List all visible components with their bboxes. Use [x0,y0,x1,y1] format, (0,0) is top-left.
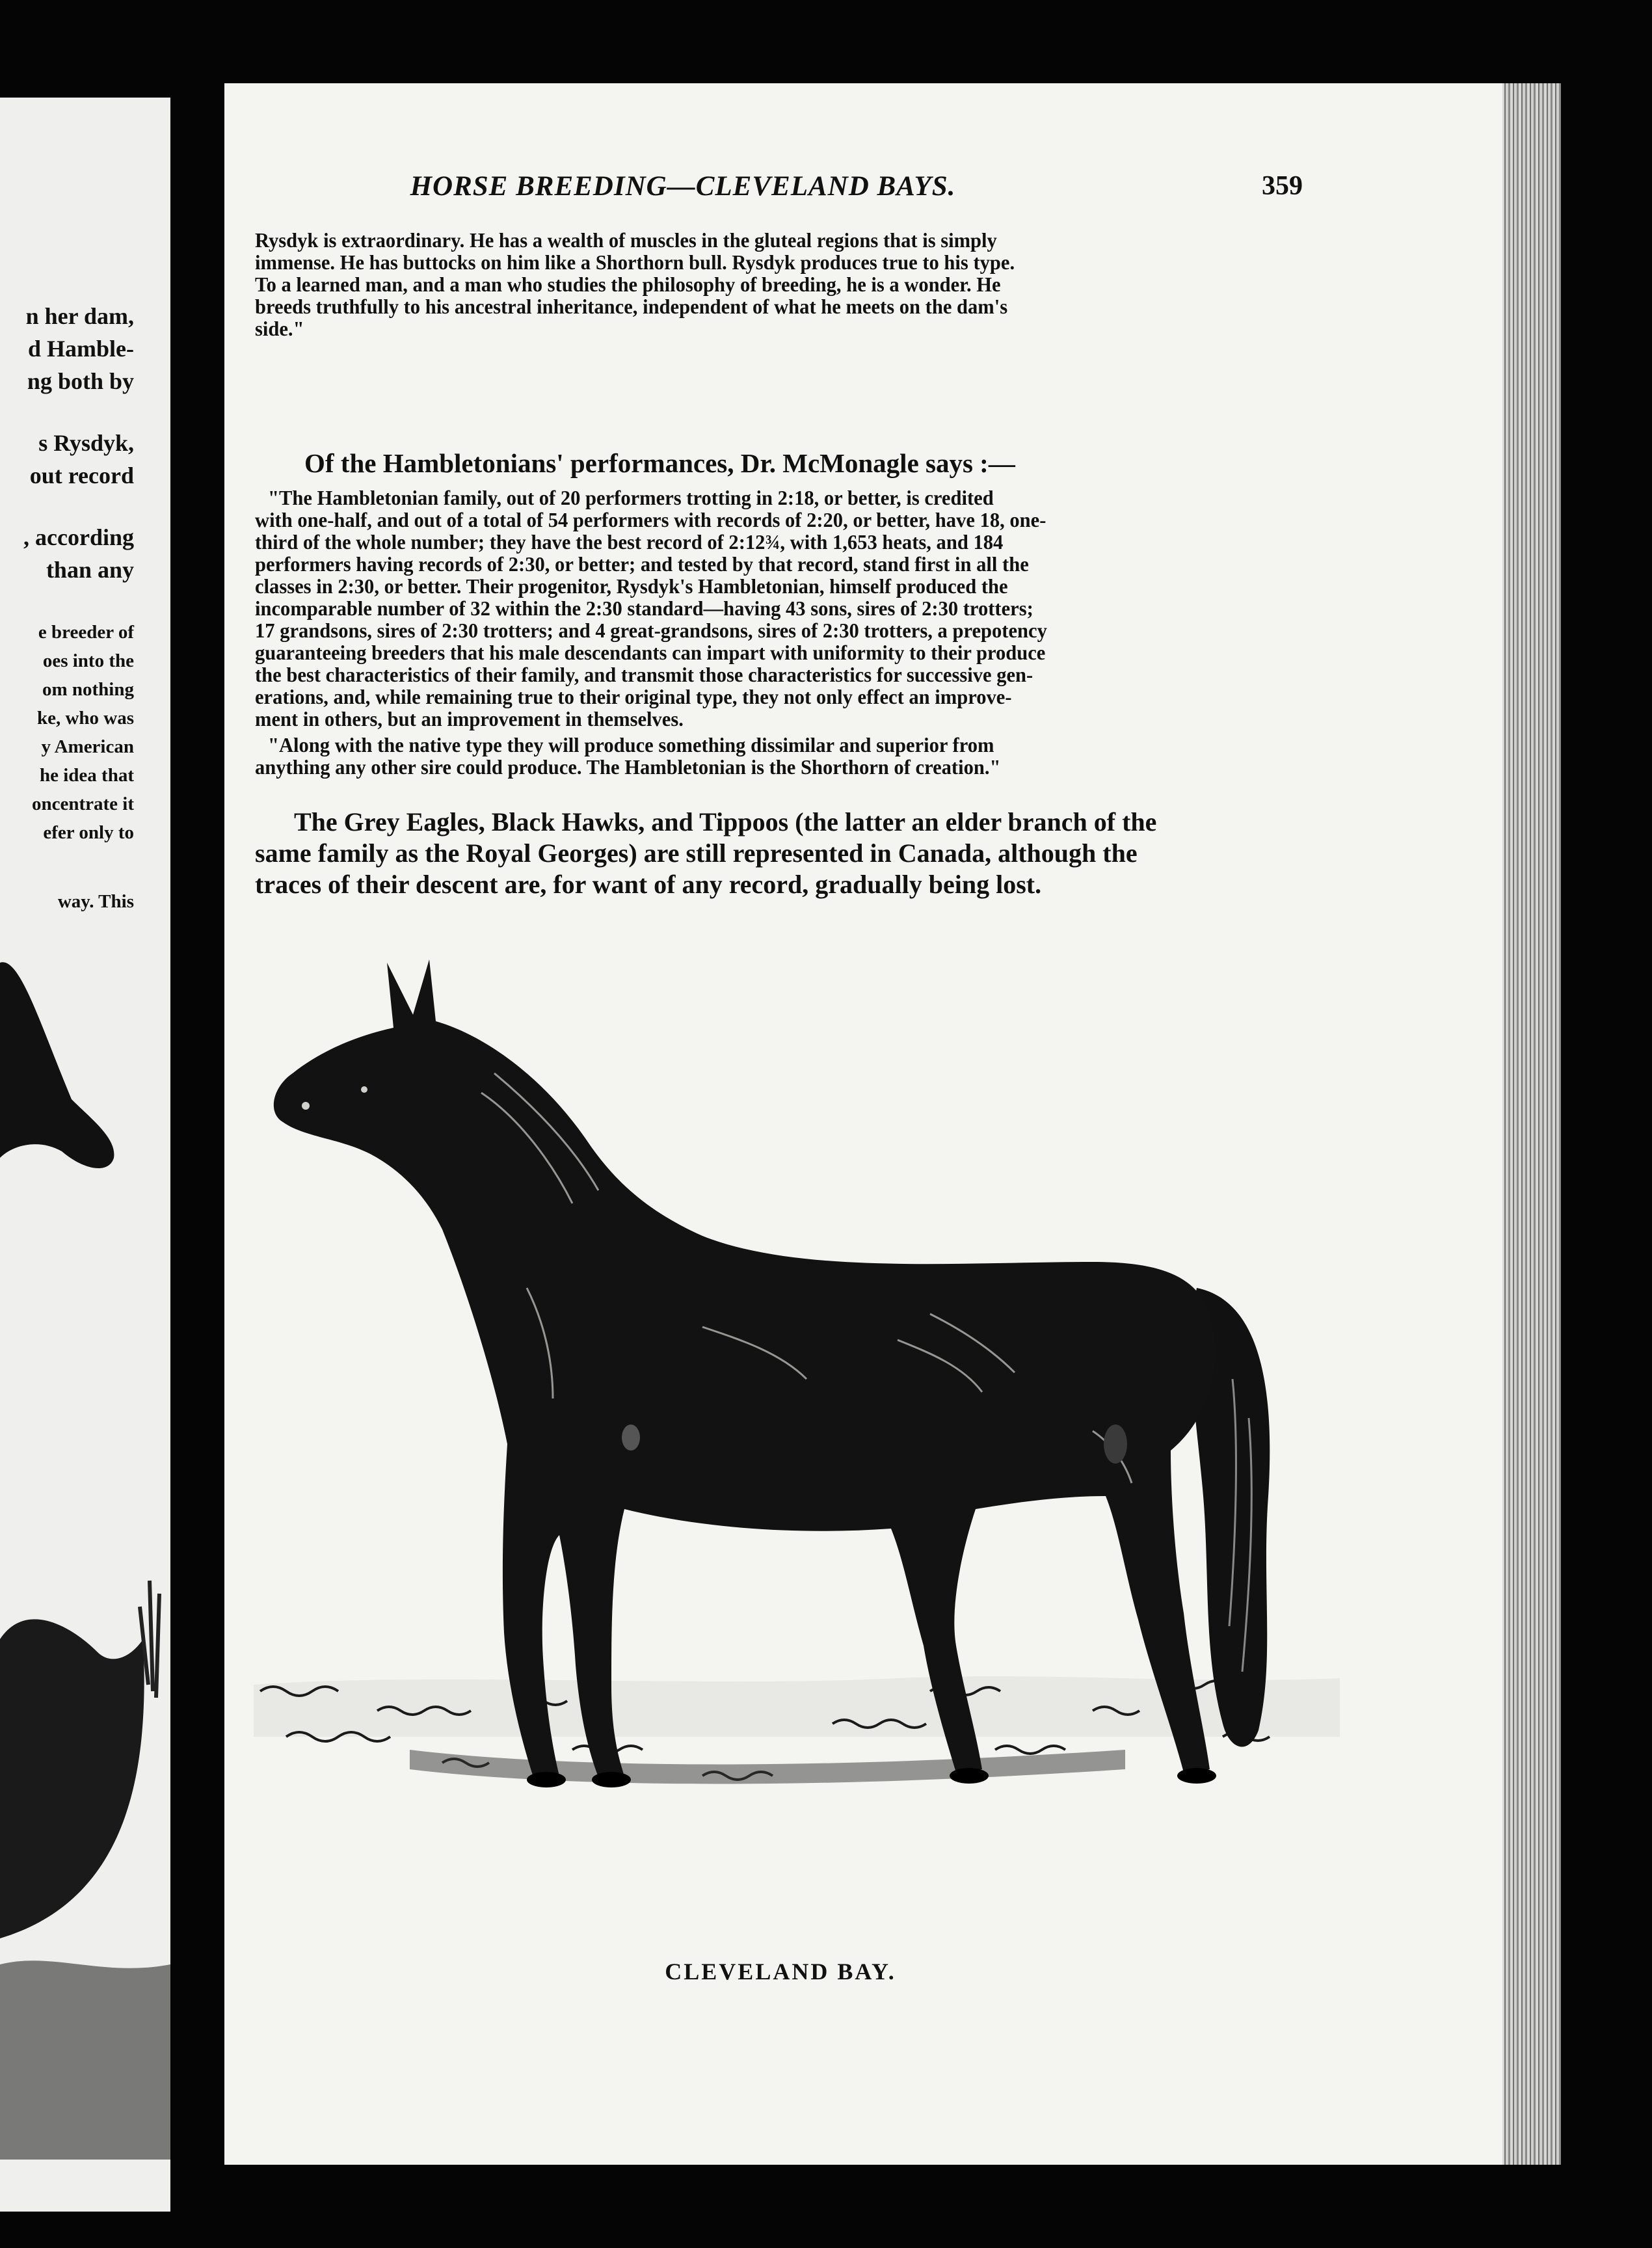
text-line: To a learned man, and a man who studies the philosophy of breeding, he is a wonder. He [255,273,1001,296]
quote-line: guaranteeing breeders that his male descendants can impart with uniformity to their produce [255,641,1046,664]
figure-caption: CLEVELAND BAY. [665,1959,896,1985]
facing-page-line: than any [46,557,134,583]
facing-page-line: e breeder of [38,622,134,643]
intro-line: Of the Hambletonians' performances, Dr. McMonagle says :— [304,448,1015,478]
quote-line: performers having records of 2:30, or better; and tested by that record, stand first in all the [255,553,1029,576]
facing-page-line: he idea that [40,765,134,786]
facing-page-line: oncentrate it [31,794,134,814]
facing-page-line: s Rysdyk, [38,430,134,456]
facing-page-line: , according [23,524,134,550]
quote-line: incomparable number of 32 within the 2:30 standard—having 43 sons, sires of 2:30 trotters; [255,597,1033,620]
facing-page-engraving [0,924,170,2160]
facing-page [0,98,170,2212]
quote-line: classes in 2:30, or better. Their progenitor, Rysdyk's Hambletonian, himself produced the [255,575,1008,598]
facing-page-line: om nothing [42,679,134,700]
facing-page-line: out record [29,462,134,488]
quote-line: "Along with the native type they will produce something dissimilar and superior from [268,734,994,756]
page-number: 359 [1262,171,1303,201]
text-line: side." [255,317,304,340]
facing-page-line: oes into the [42,650,134,671]
text-line: same family as the Royal Georges) are still represented in Canada, although the [255,838,1138,868]
horse-engraving [247,924,1353,1951]
quote-line: ment in others, but an improvement in themselves. [255,708,684,730]
facing-page-line: ng both by [27,368,134,394]
quote-line: erations, and, while remaining true to their original type, they not only effect an improve- [255,686,1012,708]
quote-line: with one-half, and out of a total of 54 performers with records of 2:20, or better, have 18, one- [255,509,1046,531]
text-line: The Grey Eagles, Black Hawks, and Tippoos (the latter an elder branch of the [294,807,1157,836]
facing-page-line: y American [41,736,134,757]
facing-page-line: d Hamble- [27,336,134,362]
running-title: HORSE BREEDING—CLEVELAND BAYS. [410,171,956,202]
text-line: breeds truthfully to his ancestral inheritance, independent of what he meets on the dam's [255,295,1008,318]
quote-line: "The Hambletonian family, out of 20 performers trotting in 2:18, or better, is credited [268,487,994,509]
quote-line: third of the whole number; they have the best record of 2:12¾, with 1,653 heats, and 184 [255,531,1004,554]
facing-page-line: n her dam, [25,303,134,329]
text-line: traces of their descent are, for want of any record, gradually being lost. [255,870,1042,899]
quote-line: 17 grandsons, sires of 2:30 trotters; and 4 great-grandsons, sires of 2:30 trotters, a prepotency [255,619,1047,642]
quote-line: the best characteristics of their family, and transmit those characteristics for successive gen- [255,663,1033,686]
text-line: Rysdyk is extraordinary. He has a wealth of muscles in the gluteal regions that is simply [255,229,997,252]
text-line: immense. He has buttocks on him like a Shorthorn bull. Rysdyk produces true to his type. [255,251,1015,274]
facing-page-line: ke, who was [36,708,134,729]
facing-page-line: way. This [57,891,134,912]
quote-line: anything any other sire could produce. The Hambletonian is the Shorthorn of creation." [255,756,1001,779]
facing-page-line: efer only to [43,822,134,843]
